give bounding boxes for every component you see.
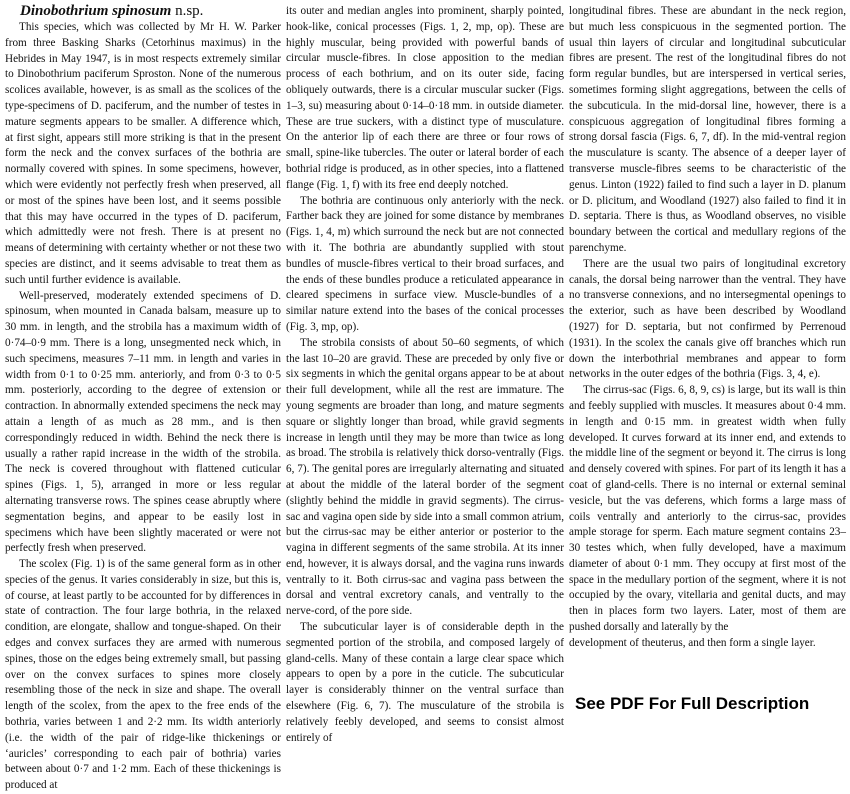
see-pdf-notice: See PDF For Full Description: [575, 694, 810, 713]
text-column-2: [286, 4, 564, 759]
text-column-3: [569, 4, 846, 759]
paragraph: The strobila consists of about 50–60 segments, of which the last 10–20 are gravid. These are preceded by only five or six segments in which the genital organs appear to be at about their full development, while all the rest are immature. The young segments are broader than long, and mature segments square or slightly longer than broad, while gravid segments increase in length until they may be more than twice as long as broad. The strobila is relatively thick dorso-ventrally (Figs. 6, 7). The genital pores are irregularly alternating and situated at about the middle of the lateral border of the segment (slightly behind the middle in gravid segments). The cirrus-sac and vagina open side by side into a small common atrium, but the cirrus-sac may be either anterior or posterior to the vagina in different segments of the same strobila. At its inner end, however, it is always dorsal, and the vagina runs inwards ventrally to it. Both cirrus-sac and vagina pass between the dorsal and ventral excretory canals, and ventrally to the nerve-cord, of the pore side.: [286, 336, 564, 618]
paragraph: longitudinal fibres. These are abundant in the neck region, but much less conspicuous in the segmented portion. The usual thin layers of circular and longitudinal subcuticular fibres are present. The rest of the longitudinal fibres do not form regular bundles, but are interspersed in vertical series, sometimes forming slight aggregations, between the cells of the subcuticula. In the mid-dorsal line, however, there is a conspicuous aggregation of longitudinal fibres forming a strong dorsal fascia (Figs. 6, 7, df). In the mid-ventral region the musculature is scanty. The absence of a deeper layer of transverse muscle-fibres seems to be characteristic of the genus. Linton (1922) failed to find such a layer in D. planum or D. plicitum, and Woodland (1927) also failed to find it in D. septaria. There is thus, as Woodland observes, no visible boundary between the cortical and medullary regions of the parenchyme.: [569, 5, 846, 254]
paragraph: There are the usual two pairs of longitudinal excretory canals, the dorsal being narrower than the ventral. They have no transverse connexions, and no intersegmental openings to the exterior, such as have been described by Woodland (1927) for D. septaria, but not confirmed by Perrenoud (1931). In the scolex the canals give off branches which run down the interbothrial membranes and appear to form networks in the outer edges of the bothria (Figs. 3, 4, e).: [569, 257, 846, 381]
paragraph: The scolex (Fig. 1) is of the same general form as in other species of the genus. It varies considerably in size, but this is, of course, at least partly to be accounted for by differences in state of contraction. The four large bothria, in the relaxed condition, are elongate, shallow and tongue-shaped. On their edges and convex surfaces they are armed with numerous spines, those on the edges being extremely small, but passing over on the convex surfaces to spines more closely resembling those of the neck in size and shape. The overall length of the scolex, from the apex to the free ends of the bothria, varies between 1 and 2·2 mm. Its width anteriorly (i.e. the width of the pair of ridge-like thickenings or ‘auricles’ corresponding to each pair of bothria) varies between about 0·7 and 1·2 mm. Each of these thickenings is produced at: [5, 558, 281, 792]
species-suffix: n.sp.: [175, 3, 204, 19]
paragraph: development of theuterus, and then form a single layer.: [569, 636, 816, 649]
paragraph: The subcuticular layer is of considerable depth in the segmented portion of the strobila, and composed largely of gland-cells. Many of these contain a large clear space which appears to open by a pore in the cuticle. The subcuticular layer is considerably thinner on the ventral surface than elsewhere (Fig. 6, 7). The musculature of the strobila is relatively feebly developed, and seems to consist almost entirely of: [286, 621, 564, 744]
species-title: [20, 2, 203, 20]
paragraph: The bothria are continuous only anteriorly with the neck. Farther back they are joined for some distance by membranes (Figs. 1, 4, m) which surround the neck but are not connected with it. The bothria are abundantly supplied with stout bundles of muscle-fibres vertical to their broad surfaces, and the ends of these bundles produce a reticulated appearance in cleared specimens in surface view. Muscle-bundles of a similar nature extend into the bases of the conical processes (Fig. 3, mp, op).: [286, 194, 564, 333]
text-column-1: [5, 20, 281, 792]
paragraph: This species, which was collected by Mr H. W. Parker from three Basking Sharks (Cetorhinus maximus) in the Hebrides in May 1947, is in most respects extremely similar to Dinobothrium paciferum Sproston. None of the numerous scolices available, however, is as small as the scolices of the type-specimens of D. paciferum, and the number of testes in mature segments appears to be smaller. A difference which, at first sight, appears still more striking is that in the present form the neck and the convex surfaces of the bothria are normally covered with spines. In some specimens, however, which were evidently not perfectly fresh when preserved, all or most of the spines have been lost, and it seems possible that this may have occurred in the types of D. paciferum, which admittedly were not fresh. There is at present no means of determining with certainty whether or not these two species are distinct, and it seems advisable to treat them as such until further evidence is available.: [5, 21, 281, 286]
paragraph: Well-preserved, moderately extended specimens of D. spinosum, when mounted in Canada balsam, measure up to 30 mm. in length, and the strobila has a maximum width of 0·74–0·9 mm. There is a long, unsegmented neck which, in such specimens, measures 7–11 mm. in length and varies in width from 0·1 to 0·25 mm. anteriorly, and from 0·3 to 0·5 mm. posteriorly, according to the degree of extension or contraction. In abnormally extended specimens the neck may attain a length of as much as 28 mm., and is then correspondingly reduced in width. Behind the neck there is usually a rather rapid increase in the width of the strobila. The neck is covered throughout with flattened cuticular spines (Figs. 1, 5), arranged in more or less regular alternating transverse rows. The spines cease abruptly where segmentation begins, and appear to be easily lost in specimens which have been slightly macerated or were not perfectly fresh when preserved.: [5, 289, 281, 555]
paragraph: The cirrus-sac (Figs. 6, 8, 9, cs) is large, but its wall is thin and feebly supplied with muscles. It measures about 0·4 mm. in length and 0·15 mm. in greatest width when fully developed. It curves forward at its inner end, and extends to the middle line of the segment or beyond it. The cirrus is long and densely covered with spines. For part of its length it has a coat of gland-cells. There is no internal or external seminal vesicle, but the vas deferens, which forms a large mass of coils ventrally and anteriorly to the cirrus-sac, provides ample storage for sperm. Each mature segment contains 23–30 testes which, when fully developed, have a maximum diameter of about 0·1 mm. They occupy at first most of the space in the medullary portion of the segment, where it is not occupied by the ovary, vitellaria and genital ducts, and may then in places form two layers. Later, most of them are pushed dorsally and laterally by the: [569, 384, 846, 634]
paragraph: its outer and median angles into prominent, sharply pointed, hook-like, conical processes (Figs. 1, 2, mp, op). These are highly muscular, being provided with powerful bands of circular muscle-fibres. In close apposition to the median process of each bothrium, and on its outer side, facing obliquely outwards, there is a circular muscular sucker (Figs. 1–3, su) measuring about 0·14–0·18 mm. in outside diameter. These are true suckers, with a distinct type of musculature. On the anterior lip of each there are three or four rows of small, spine-like tubercles. The outer or lateral border of each bothrial ridge is produced, as in other species, into a flattened flange (Fig. 1, f) with its free end deeply notched.: [286, 5, 564, 191]
species-name: Dinobothrium spinosum: [20, 3, 172, 19]
